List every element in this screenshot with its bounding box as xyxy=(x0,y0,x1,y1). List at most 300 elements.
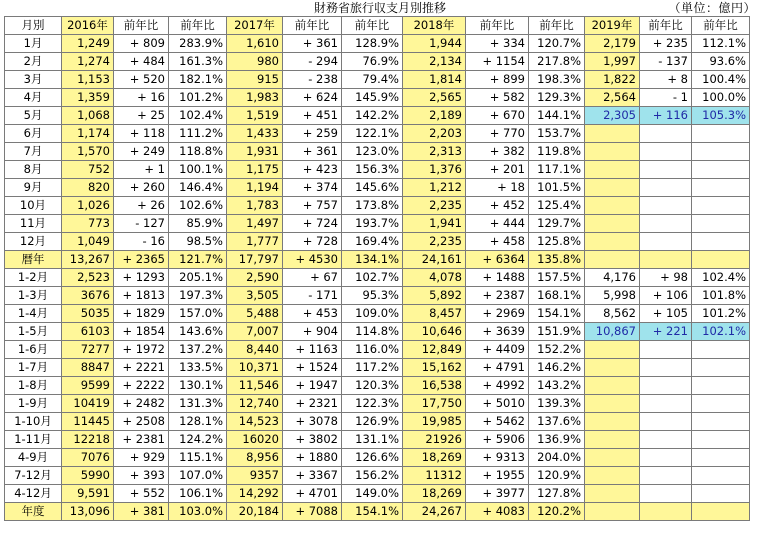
row-label: 11月 xyxy=(5,215,62,233)
table-row xyxy=(5,197,750,215)
value-cell: 4,176 xyxy=(585,269,640,287)
row-label: 12月 xyxy=(5,233,62,251)
table-row xyxy=(5,179,750,197)
diff-cell: + 3802 xyxy=(283,431,342,449)
value-cell: 3676 xyxy=(62,287,114,305)
value-cell: 17,750 xyxy=(403,395,466,413)
value-cell xyxy=(585,359,640,377)
ratio-cell: 156.3% xyxy=(342,161,403,179)
diff-cell: + 9313 xyxy=(466,449,529,467)
row-label: 1-9月 xyxy=(5,395,62,413)
value-cell: 5035 xyxy=(62,305,114,323)
diff-cell: + 670 xyxy=(466,107,529,125)
diff-cell: + 1524 xyxy=(283,359,342,377)
table-row xyxy=(5,377,750,395)
value-cell xyxy=(585,431,640,449)
table-row xyxy=(5,449,750,467)
diff-cell: + 361 xyxy=(283,143,342,161)
diff-cell: + 4992 xyxy=(466,377,529,395)
ratio-cell: 120.3% xyxy=(342,377,403,395)
value-cell xyxy=(585,413,640,431)
ratio-cell: 122.3% xyxy=(342,395,403,413)
ratio-cell xyxy=(692,413,750,431)
diff-cell: - 16 xyxy=(114,233,169,251)
value-cell: 7,007 xyxy=(227,323,283,341)
diff-cell: + 2508 xyxy=(114,413,169,431)
ratio-cell: 117.1% xyxy=(529,161,585,179)
diff-cell: - 238 xyxy=(283,71,342,89)
value-cell: 2,179 xyxy=(585,35,640,53)
row-label: 1月 xyxy=(5,35,62,53)
header-cell-diff: 前年比 xyxy=(283,17,342,35)
value-cell: 1,777 xyxy=(227,233,283,251)
diff-cell: + 5462 xyxy=(466,413,529,431)
value-cell: 1,570 xyxy=(62,143,114,161)
diff-cell: + 6364 xyxy=(466,251,529,269)
table-row xyxy=(5,485,750,503)
value-cell xyxy=(585,467,640,485)
ratio-cell: 123.0% xyxy=(342,143,403,161)
diff-cell: + 334 xyxy=(466,35,529,53)
diff-cell: + 260 xyxy=(114,179,169,197)
header-cell-ratio: 前年比 xyxy=(169,17,227,35)
diff-cell: + 929 xyxy=(114,449,169,467)
value-cell: 2,305 xyxy=(585,107,640,125)
value-cell: 13,096 xyxy=(62,503,114,521)
diff-cell: + 2222 xyxy=(114,377,169,395)
ratio-cell: 139.3% xyxy=(529,395,585,413)
ratio-cell: 205.1% xyxy=(169,269,227,287)
ratio-cell xyxy=(692,197,750,215)
value-cell: 5,998 xyxy=(585,287,640,305)
table-row xyxy=(5,107,750,125)
diff-cell: + 2482 xyxy=(114,395,169,413)
ratio-cell: 154.1% xyxy=(529,305,585,323)
diff-cell: + 2221 xyxy=(114,359,169,377)
table-row xyxy=(5,323,750,341)
diff-cell: + 4083 xyxy=(466,503,529,521)
value-cell: 1,376 xyxy=(403,161,466,179)
value-cell: 21926 xyxy=(403,431,466,449)
ratio-cell: 144.1% xyxy=(529,107,585,125)
value-cell: 2,235 xyxy=(403,233,466,251)
value-cell: 2,523 xyxy=(62,269,114,287)
header-cell-2017: 2017年 xyxy=(227,17,283,35)
value-cell: 5990 xyxy=(62,467,114,485)
ratio-cell: 100.0% xyxy=(692,89,750,107)
diff-cell xyxy=(640,449,692,467)
value-cell: 1,249 xyxy=(62,35,114,53)
diff-cell: + 1947 xyxy=(283,377,342,395)
value-cell: 2,235 xyxy=(403,197,466,215)
ratio-cell: 102.7% xyxy=(342,269,403,287)
row-label: 10月 xyxy=(5,197,62,215)
ratio-cell: 157.5% xyxy=(529,269,585,287)
diff-cell xyxy=(640,431,692,449)
value-cell: 1,433 xyxy=(227,125,283,143)
value-cell xyxy=(585,377,640,395)
ratio-cell: 111.2% xyxy=(169,125,227,143)
ratio-cell: 124.2% xyxy=(169,431,227,449)
value-cell: 16,538 xyxy=(403,377,466,395)
value-cell xyxy=(585,125,640,143)
value-cell: 820 xyxy=(62,179,114,197)
ratio-cell xyxy=(692,161,750,179)
ratio-cell: 146.2% xyxy=(529,359,585,377)
diff-cell: + 259 xyxy=(283,125,342,143)
diff-cell: + 16 xyxy=(114,89,169,107)
value-cell xyxy=(585,449,640,467)
row-label: 2月 xyxy=(5,53,62,71)
ratio-cell: 137.2% xyxy=(169,341,227,359)
ratio-cell: 130.1% xyxy=(169,377,227,395)
table-row xyxy=(5,233,750,251)
table-row xyxy=(5,89,750,107)
value-cell: 1,497 xyxy=(227,215,283,233)
ratio-cell: 135.8% xyxy=(529,251,585,269)
ratio-cell: 127.8% xyxy=(529,485,585,503)
table-row xyxy=(5,215,750,233)
value-cell xyxy=(585,485,640,503)
ratio-cell: 128.9% xyxy=(342,35,403,53)
value-cell: 1,783 xyxy=(227,197,283,215)
value-cell: 14,292 xyxy=(227,485,283,503)
ratio-cell: 143.6% xyxy=(169,323,227,341)
value-cell: 6103 xyxy=(62,323,114,341)
diff-cell: + 381 xyxy=(114,503,169,521)
diff-cell xyxy=(640,143,692,161)
ratio-cell: 102.1% xyxy=(692,323,750,341)
value-cell: 1,519 xyxy=(227,107,283,125)
ratio-cell xyxy=(692,125,750,143)
diff-cell: + 382 xyxy=(466,143,529,161)
diff-cell: + 116 xyxy=(640,107,692,125)
ratio-cell xyxy=(692,215,750,233)
ratio-cell xyxy=(692,449,750,467)
header-cell-ratio: 前年比 xyxy=(692,17,750,35)
ratio-cell: 125.4% xyxy=(529,197,585,215)
diff-cell: + 1955 xyxy=(466,467,529,485)
ratio-cell: 126.6% xyxy=(342,449,403,467)
value-cell xyxy=(585,179,640,197)
ratio-cell: 105.3% xyxy=(692,107,750,125)
diff-cell xyxy=(640,125,692,143)
diff-cell: + 624 xyxy=(283,89,342,107)
row-label: 1-10月 xyxy=(5,413,62,431)
ratio-cell: 118.8% xyxy=(169,143,227,161)
diff-cell: + 520 xyxy=(114,71,169,89)
value-cell xyxy=(585,503,640,521)
value-cell: 11,546 xyxy=(227,377,283,395)
diff-cell: + 1972 xyxy=(114,341,169,359)
table-row xyxy=(5,413,750,431)
ratio-cell: 156.2% xyxy=(342,467,403,485)
value-cell: 1,814 xyxy=(403,71,466,89)
row-label: 暦年 xyxy=(5,251,62,269)
value-cell: 12218 xyxy=(62,431,114,449)
table-row xyxy=(5,359,750,377)
value-cell xyxy=(585,215,640,233)
ratio-cell: 129.3% xyxy=(529,89,585,107)
diff-cell xyxy=(640,377,692,395)
value-cell: 1,153 xyxy=(62,71,114,89)
diff-cell: + 2321 xyxy=(283,395,342,413)
diff-cell: + 3367 xyxy=(283,467,342,485)
ratio-cell: 102.4% xyxy=(692,269,750,287)
ratio-cell: 95.3% xyxy=(342,287,403,305)
value-cell: 1,175 xyxy=(227,161,283,179)
value-cell: 20,184 xyxy=(227,503,283,521)
ratio-cell: 128.1% xyxy=(169,413,227,431)
diff-cell: + 451 xyxy=(283,107,342,125)
diff-cell: + 728 xyxy=(283,233,342,251)
ratio-cell: 133.5% xyxy=(169,359,227,377)
diff-cell: + 361 xyxy=(283,35,342,53)
header-row xyxy=(5,17,750,35)
value-cell: 5,892 xyxy=(403,287,466,305)
value-cell: 1,822 xyxy=(585,71,640,89)
header-cell-2018: 2018年 xyxy=(403,17,466,35)
ratio-cell: 101.8% xyxy=(692,287,750,305)
ratio-cell: 198.3% xyxy=(529,71,585,89)
diff-cell: + 393 xyxy=(114,467,169,485)
value-cell: 4,078 xyxy=(403,269,466,287)
diff-cell: + 5906 xyxy=(466,431,529,449)
value-cell: 9599 xyxy=(62,377,114,395)
diff-cell: + 1854 xyxy=(114,323,169,341)
value-cell: 14,523 xyxy=(227,413,283,431)
diff-cell xyxy=(640,179,692,197)
value-cell: 10,867 xyxy=(585,323,640,341)
row-label: 6月 xyxy=(5,125,62,143)
value-cell: 1,194 xyxy=(227,179,283,197)
ratio-cell: 101.2% xyxy=(692,305,750,323)
value-cell: 12,849 xyxy=(403,341,466,359)
row-label: 4-9月 xyxy=(5,449,62,467)
ratio-cell: 168.1% xyxy=(529,287,585,305)
value-cell: 10,646 xyxy=(403,323,466,341)
value-cell: 1,941 xyxy=(403,215,466,233)
value-cell xyxy=(585,341,640,359)
value-cell: 1,068 xyxy=(62,107,114,125)
table-row xyxy=(5,35,750,53)
ratio-cell xyxy=(692,251,750,269)
ratio-cell: 193.7% xyxy=(342,215,403,233)
diff-cell: - 137 xyxy=(640,53,692,71)
ratio-cell xyxy=(692,233,750,251)
diff-cell: + 899 xyxy=(466,71,529,89)
row-label: 4-12月 xyxy=(5,485,62,503)
value-cell: 2,564 xyxy=(585,89,640,107)
row-label: 4月 xyxy=(5,89,62,107)
header-cell-diff: 前年比 xyxy=(640,17,692,35)
row-label: 9月 xyxy=(5,179,62,197)
ratio-cell: 131.3% xyxy=(169,395,227,413)
diff-cell: + 904 xyxy=(283,323,342,341)
value-cell: 8,457 xyxy=(403,305,466,323)
diff-cell: + 770 xyxy=(466,125,529,143)
diff-cell: + 444 xyxy=(466,215,529,233)
ratio-cell: 152.2% xyxy=(529,341,585,359)
ratio-cell: 157.0% xyxy=(169,305,227,323)
diff-cell: + 235 xyxy=(640,35,692,53)
ratio-cell: 151.9% xyxy=(529,323,585,341)
diff-cell: + 1154 xyxy=(466,53,529,71)
diff-cell: + 458 xyxy=(466,233,529,251)
ratio-cell: 117.2% xyxy=(342,359,403,377)
diff-cell: + 2365 xyxy=(114,251,169,269)
ratio-cell xyxy=(692,395,750,413)
value-cell: 2,134 xyxy=(403,53,466,71)
diff-cell: + 1488 xyxy=(466,269,529,287)
diff-cell: + 724 xyxy=(283,215,342,233)
diff-cell xyxy=(640,215,692,233)
diff-cell: + 1 xyxy=(114,161,169,179)
diff-cell: + 98 xyxy=(640,269,692,287)
diff-cell: + 118 xyxy=(114,125,169,143)
value-cell: 8,562 xyxy=(585,305,640,323)
value-cell: 16020 xyxy=(227,431,283,449)
ratio-cell: 100.4% xyxy=(692,71,750,89)
table-row xyxy=(5,143,750,161)
diff-cell: + 374 xyxy=(283,179,342,197)
diff-cell: + 8 xyxy=(640,71,692,89)
ratio-cell: 101.5% xyxy=(529,179,585,197)
table-row xyxy=(5,53,750,71)
ratio-cell: 98.5% xyxy=(169,233,227,251)
ratio-cell: 145.9% xyxy=(342,89,403,107)
ratio-cell: 137.6% xyxy=(529,413,585,431)
value-cell: 17,797 xyxy=(227,251,283,269)
travel-balance-table xyxy=(4,16,750,521)
ratio-cell: 153.7% xyxy=(529,125,585,143)
value-cell: 10419 xyxy=(62,395,114,413)
ratio-cell: 93.6% xyxy=(692,53,750,71)
value-cell: 1,944 xyxy=(403,35,466,53)
value-cell: 1,049 xyxy=(62,233,114,251)
diff-cell: + 7088 xyxy=(283,503,342,521)
row-label: 1-3月 xyxy=(5,287,62,305)
ratio-cell: 107.0% xyxy=(169,467,227,485)
value-cell: 7277 xyxy=(62,341,114,359)
value-cell: 1,997 xyxy=(585,53,640,71)
row-label: 1-5月 xyxy=(5,323,62,341)
value-cell: 1,174 xyxy=(62,125,114,143)
header-cell-ratio: 前年比 xyxy=(342,17,403,35)
value-cell: 2,203 xyxy=(403,125,466,143)
value-cell: 11445 xyxy=(62,413,114,431)
table-row xyxy=(5,503,750,521)
value-cell: 24,161 xyxy=(403,251,466,269)
value-cell: 13,267 xyxy=(62,251,114,269)
ratio-cell: 115.1% xyxy=(169,449,227,467)
value-cell: 773 xyxy=(62,215,114,233)
value-cell: 1,026 xyxy=(62,197,114,215)
diff-cell xyxy=(640,161,692,179)
ratio-cell xyxy=(692,143,750,161)
value-cell: 19,985 xyxy=(403,413,466,431)
value-cell: 980 xyxy=(227,53,283,71)
value-cell: 10,371 xyxy=(227,359,283,377)
header-cell-month: 月別 xyxy=(5,17,62,35)
diff-cell: + 25 xyxy=(114,107,169,125)
ratio-cell: 142.2% xyxy=(342,107,403,125)
diff-cell: + 5010 xyxy=(466,395,529,413)
value-cell: 15,162 xyxy=(403,359,466,377)
diff-cell xyxy=(640,467,692,485)
table-row xyxy=(5,341,750,359)
value-cell xyxy=(585,395,640,413)
value-cell: 7076 xyxy=(62,449,114,467)
table-row xyxy=(5,431,750,449)
value-cell: 1,274 xyxy=(62,53,114,71)
header-cell-ratio: 前年比 xyxy=(529,17,585,35)
ratio-cell: 114.8% xyxy=(342,323,403,341)
ratio-cell: 85.9% xyxy=(169,215,227,233)
table-body xyxy=(5,35,750,521)
diff-cell: + 3639 xyxy=(466,323,529,341)
diff-cell xyxy=(640,503,692,521)
row-label: 1-7月 xyxy=(5,359,62,377)
ratio-cell xyxy=(692,431,750,449)
ratio-cell: 106.1% xyxy=(169,485,227,503)
row-label: 5月 xyxy=(5,107,62,125)
ratio-cell: 100.1% xyxy=(169,161,227,179)
value-cell: 2,189 xyxy=(403,107,466,125)
ratio-cell: 283.9% xyxy=(169,35,227,53)
row-label: 8月 xyxy=(5,161,62,179)
value-cell: 2,565 xyxy=(403,89,466,107)
diff-cell: + 552 xyxy=(114,485,169,503)
diff-cell: + 1163 xyxy=(283,341,342,359)
row-label: 3月 xyxy=(5,71,62,89)
diff-cell: + 106 xyxy=(640,287,692,305)
ratio-cell: 136.9% xyxy=(529,431,585,449)
ratio-cell: 154.1% xyxy=(342,503,403,521)
row-label: 1-11月 xyxy=(5,431,62,449)
ratio-cell: 119.8% xyxy=(529,143,585,161)
ratio-cell: 161.3% xyxy=(169,53,227,71)
ratio-cell xyxy=(692,341,750,359)
value-cell: 18,269 xyxy=(403,449,466,467)
ratio-cell: 204.0% xyxy=(529,449,585,467)
diff-cell: + 201 xyxy=(466,161,529,179)
value-cell: 18,269 xyxy=(403,485,466,503)
row-label: 7-12月 xyxy=(5,467,62,485)
ratio-cell: 121.7% xyxy=(169,251,227,269)
diff-cell: + 26 xyxy=(114,197,169,215)
header-cell-diff: 前年比 xyxy=(114,17,169,35)
diff-cell: + 4409 xyxy=(466,341,529,359)
value-cell: 9,591 xyxy=(62,485,114,503)
diff-cell: + 582 xyxy=(466,89,529,107)
row-label: 1-6月 xyxy=(5,341,62,359)
value-cell: 1,610 xyxy=(227,35,283,53)
ratio-cell: 134.1% xyxy=(342,251,403,269)
diff-cell: + 453 xyxy=(283,305,342,323)
value-cell: 1,359 xyxy=(62,89,114,107)
row-label: 1-8月 xyxy=(5,377,62,395)
diff-cell xyxy=(640,197,692,215)
diff-cell: + 1293 xyxy=(114,269,169,287)
value-cell: 752 xyxy=(62,161,114,179)
ratio-cell: 102.4% xyxy=(169,107,227,125)
value-cell: 2,590 xyxy=(227,269,283,287)
diff-cell: + 423 xyxy=(283,161,342,179)
table-row xyxy=(5,269,750,287)
diff-cell xyxy=(640,233,692,251)
value-cell: 11312 xyxy=(403,467,466,485)
